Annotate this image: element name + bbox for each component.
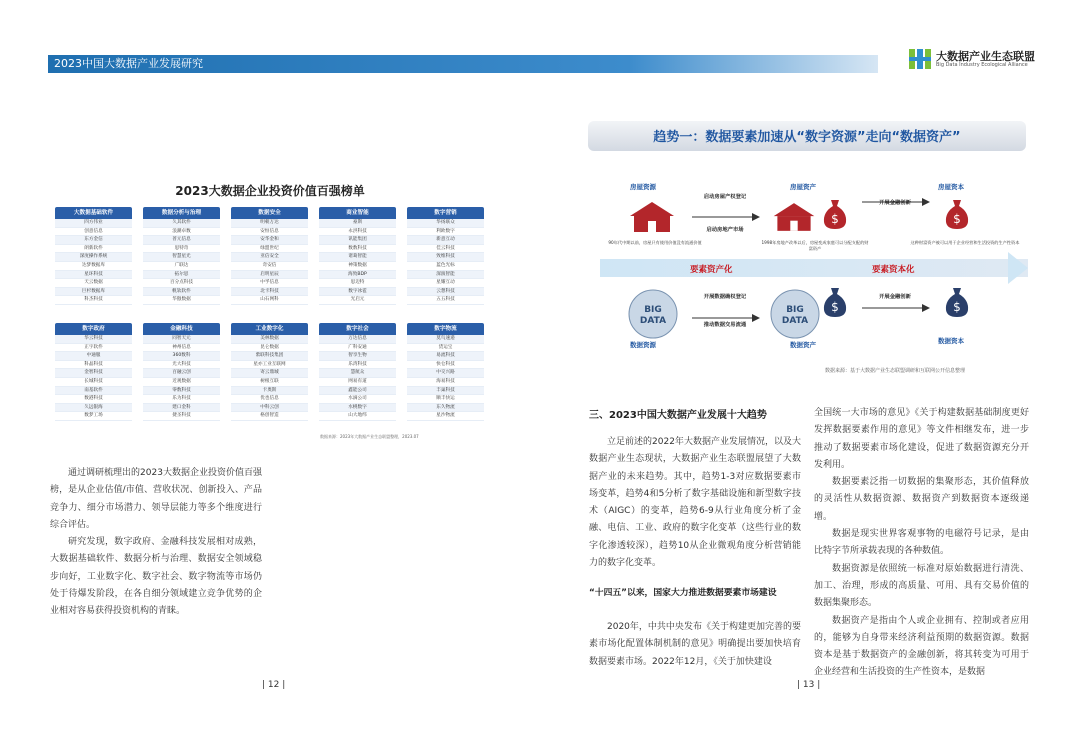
ranking-item: 永洪科技 xyxy=(319,228,396,237)
big-data-globe-icon xyxy=(768,288,822,340)
ranking-category-header: 商业智能 xyxy=(319,207,396,219)
page-number-right: | 13 | xyxy=(797,680,821,690)
asset-diagram xyxy=(590,170,1030,375)
middle-body-text-2 xyxy=(589,619,801,671)
arrow-label-data-registration: 开展数据确权登记 xyxy=(703,294,747,300)
ranking-list xyxy=(407,219,484,305)
logo-text-en: Big Data Industry Ecological Alliance xyxy=(936,62,1028,68)
ranking-item: 丰巢科技 xyxy=(407,387,484,396)
ranking-item: 水桃数字 xyxy=(319,404,396,413)
band-label-capitalization: 要素资本化 xyxy=(872,265,915,275)
document-title: 2023中国大数据产业发展研究 xyxy=(54,57,203,70)
ranking-item: 明朝万达 xyxy=(231,219,308,228)
ranking-item: 思迈特 xyxy=(319,279,396,288)
ranking-item: 东久物流 xyxy=(407,404,484,413)
ranking-item: 华扬联众 xyxy=(407,219,484,228)
money-bag-icon xyxy=(944,284,970,318)
ranking-item: 卡奥斯 xyxy=(231,387,308,396)
paragraph: 2020年，中共中央发布《关于构建更加完善的要素市场化配置体制机制的意见》明确提出要加快培育数据要素市场。2022年12月，《关于加快建设 xyxy=(589,622,801,667)
ranking-item: 利欧数字 xyxy=(407,228,484,237)
ranking-item: 优也信息 xyxy=(231,395,308,404)
ranking-item: 中孚信息 xyxy=(231,279,308,288)
money-bag-icon xyxy=(944,196,970,230)
ranking-list xyxy=(55,219,132,305)
ranking-item: 神策数据 xyxy=(319,262,396,271)
paragraph: 全国统一大市场的意见》《关于构建数据基础制度更好发挥数据要素作用的意见》等文件相继发布，进一步推动了数据要素市场化建设，促进了数据资源充分开发利用。 xyxy=(814,408,1029,470)
ranking-item: 格创智造 xyxy=(231,412,308,421)
ranking-item: 安恒信息 xyxy=(231,228,308,237)
big-data-globe-icon xyxy=(626,288,680,340)
ranking-item: 中交兴路 xyxy=(407,369,484,378)
ranking-item: 巨杉数据库 xyxy=(55,288,132,297)
ranking-item: 朗新软件 xyxy=(55,245,132,254)
ranking-item: 启明星辰 xyxy=(231,271,308,280)
ranking-item: 中通服 xyxy=(55,352,132,361)
middle-body-text xyxy=(589,434,801,572)
ranking-item: 深演智能 xyxy=(407,271,484,280)
ranking-item: 360数科 xyxy=(143,352,220,361)
ranking-item: 货运宝 xyxy=(407,344,484,353)
ranking-category-header: 工业数字化 xyxy=(231,323,308,335)
ranking-item: 水滴公司 xyxy=(319,395,396,404)
ranking-item: 数梦工场 xyxy=(55,412,132,421)
ranking-item: 浪潮卓数 xyxy=(143,228,220,237)
ranking-item: 中科云创 xyxy=(231,404,308,413)
ranking-list xyxy=(143,335,220,421)
ranking-item: 佳云科技 xyxy=(407,245,484,254)
ranking-item: 神州信息 xyxy=(143,344,220,353)
ranking-item: 百融云创 xyxy=(143,369,220,378)
band-label-assetization: 要素资产化 xyxy=(690,265,733,275)
ranking-item: 安华金和 xyxy=(231,236,308,245)
ranking-list xyxy=(55,335,132,421)
page-number-left: | 12 | xyxy=(262,680,286,690)
arrow-label-financial-innovation: 开展金融创新 xyxy=(879,200,911,206)
ranking-item: 广联达 xyxy=(143,262,220,271)
ranking-item: 慧航众 xyxy=(319,369,396,378)
ranking-item: 捷圣科技 xyxy=(143,412,220,421)
ranking-item: 海致BDP xyxy=(319,271,396,280)
ranking-category-header: 大数据基础软件 xyxy=(55,207,132,219)
ranking-item: 乐为科技 xyxy=(143,395,220,404)
money-bag-icon xyxy=(822,196,848,230)
arrow-label-financial-innovation-2: 开展金融创新 xyxy=(879,294,911,300)
transition-band xyxy=(600,259,1028,277)
ranking-item: 莫鸟速递 xyxy=(407,335,484,344)
ranking-item: 万达信息 xyxy=(319,335,396,344)
subsection-title: “十四五”以来，国家大力推进数据要素市场建设 xyxy=(589,588,777,598)
label-house-asset: 房屋资产 xyxy=(790,183,816,191)
ranking-list xyxy=(319,335,396,421)
ranking-category-header: 数字政府 xyxy=(55,323,132,335)
paragraph: 通过调研梳理出的2023大数据企业投资价值百强榜，是从企业估值/市值、营收状况、创新投入、产品竞争力、细分市场潜力、领导层能力等多个维度进行综合评估。 xyxy=(50,468,262,530)
ranking-item: 美林数据 xyxy=(231,335,308,344)
arrow-label-property-market: 启动房地产市场 xyxy=(706,227,744,233)
band-arrow-icon xyxy=(1008,252,1028,284)
ranking-item: 零数科技 xyxy=(143,387,220,396)
ranking-source: 数据来源：2023年大数据产业生态联盟整理，2023.07 xyxy=(320,434,419,439)
ranking-list xyxy=(143,219,220,305)
ranking-item: 乐湾科技 xyxy=(319,361,396,370)
paragraph: 研究发现，数字政府、金融科技发展相对成熟，大数据基础软件、数据分析与治理、数据安全领域稳步向好，工业数字化、数字社会、数字物流等市场仍处于待爆发阶段，在各自细分领域建立竞争优势的企业相对容易获得投资机构的青睐。 xyxy=(50,537,262,617)
arrow-icon xyxy=(860,298,930,318)
paragraph: 数据要素泛指一切数据的集聚形态，其价值释放的灵活性从数据资源、数据资产到数据资本逐级递增。 xyxy=(814,477,1029,522)
ranking-item: 达梦数据库 xyxy=(55,262,132,271)
ranking-category-header: 数据分析与治理 xyxy=(143,207,220,219)
alliance-logo xyxy=(908,46,1038,74)
ranking-category-header: 数字物流 xyxy=(407,323,484,335)
section-title: 三、2023中国大数据产业发展十大趋势 xyxy=(589,410,767,421)
money-bag-icon xyxy=(822,284,848,318)
ranking-category xyxy=(231,207,308,305)
ranking-list xyxy=(231,219,308,305)
ranking-item: 久其软件 xyxy=(143,219,220,228)
ranking-item: 星环科技 xyxy=(55,271,132,280)
ranking-item: 科杰科技 xyxy=(55,296,132,305)
ranking-item: 建口金科 xyxy=(143,404,220,413)
diagram-source: 数据来源：基于大数据产业生态联盟调研和互联网公开信息整理 xyxy=(825,368,966,374)
ranking-item: 山大地纬 xyxy=(319,412,396,421)
ranking-item: 紫联科技集团 xyxy=(231,352,308,361)
ranking-item: 绿盟世纪 xyxy=(231,245,308,254)
arrow-label-property-registration: 启动房屋产权登记 xyxy=(703,194,747,200)
svg-text:DATA: DATA xyxy=(781,316,809,326)
note-house-resource: 90年代中期以前，房屋只有使用价值没有流通价值 xyxy=(608,240,702,245)
ranking-item: 近观数据 xyxy=(143,378,220,387)
ranking-item: 讯能集团 xyxy=(319,236,396,245)
ranking-item: 东方金信 xyxy=(55,236,132,245)
ranking-item: 广科安通 xyxy=(319,344,396,353)
arrow-label-data-trading: 推动数据交易流通 xyxy=(703,322,747,328)
ranking-item: 星亦工业互联网 xyxy=(231,361,308,370)
ranking-list xyxy=(231,335,308,421)
ranking-category xyxy=(407,207,484,305)
svg-text:$: $ xyxy=(831,300,839,314)
ranking-item: 深度操作系统 xyxy=(55,253,132,262)
note-house-capital: 这种财富资产被可以用于企业经营和生活投资的生产性资本 xyxy=(910,240,1020,245)
svg-text:BIG: BIG xyxy=(786,305,804,315)
ranking-list xyxy=(319,219,396,305)
ranking-item: 金智科技 xyxy=(55,369,132,378)
ranking-item: 拓尔思 xyxy=(143,271,220,280)
paragraph: 数据是现实世界客观事物的电磁符号记录，是由比特字节所承载表现的各种数值。 xyxy=(814,529,1029,557)
ranking-category xyxy=(143,323,220,421)
left-body-text xyxy=(50,465,262,621)
logo-mark-icon xyxy=(908,46,932,72)
ranking-item: 昆仑数据 xyxy=(231,344,308,353)
ranking-item: 智享生物 xyxy=(319,352,396,361)
ranking-item: 光启元 xyxy=(319,296,396,305)
label-house-resource: 房屋资源 xyxy=(630,183,656,191)
svg-text:$: $ xyxy=(831,212,839,226)
ranking-category xyxy=(319,323,396,421)
trend-title: 趋势一：数据要素加速从“数字资源”走向“数据资产” xyxy=(653,130,961,145)
ranking-item: 普元信息 xyxy=(143,236,220,245)
ranking-item: 同智天元 xyxy=(143,335,220,344)
ranking-item: 五五科技 xyxy=(407,296,484,305)
ranking-item: 诸葛智能 xyxy=(319,253,396,262)
ranking-item: 亚信安全 xyxy=(231,253,308,262)
paragraph: 数据资产是指由个人或企业拥有、控制或者应用的，能够为自身带来经济利益预期的数据资源。数据资本是基于数据资产的金融创新，将其转变为可用于企业经营和生活投资的生产性资本，是数据 xyxy=(814,615,1029,678)
ranking-item: 网易有道 xyxy=(319,378,396,387)
ranking-item: 星耀互动 xyxy=(407,279,484,288)
ranking-item: 久远银海 xyxy=(55,404,132,413)
ranking-category xyxy=(407,323,484,421)
ranking-item: 思特奇 xyxy=(143,245,220,254)
ranking-item: 快仓科技 xyxy=(407,361,484,370)
label-house-capital: 房屋资本 xyxy=(938,183,964,191)
ranking-item: 山石网科 xyxy=(231,296,308,305)
ranking-category-header: 数字营销 xyxy=(407,207,484,219)
label-data-resource: 数据资源 xyxy=(630,341,656,349)
svg-text:$: $ xyxy=(953,212,961,226)
label-data-capital: 数据资本 xyxy=(938,337,964,345)
ranking-item: 蓝色光标 xyxy=(407,262,484,271)
ranking-item: 华傲数据 xyxy=(143,296,220,305)
ranking-title: 2023大数据企业投资价值百强榜单 xyxy=(175,184,365,198)
ranking-item: 寄云鼎城 xyxy=(231,369,308,378)
ranking-item: 华云科技 xyxy=(55,335,132,344)
label-data-asset: 数据资产 xyxy=(790,341,816,349)
ranking-item: 易流科技 xyxy=(407,352,484,361)
ranking-item: 南基软件 xyxy=(55,387,132,396)
paragraph: 立足前述的2022年大数据产业发展情况，以及大数据产业生态现状，大数据产业生态联盟展望了大数据产业的未来趋势。其中，趋势1-3对应数据要素市场变革，趋势4和5分析了数字基础设施和新型数字技术（AIGC）的变革，趋势6-9从行业角度分析了金融、电信、工业、政府的数字化变革（这些行业的数字化渗透较深），趋势10从企业微观角度分析营销能力的数字化变革。 xyxy=(589,437,801,569)
ranking-item: 光大科技 xyxy=(143,361,220,370)
ranking-category-header: 数字社会 xyxy=(319,323,396,335)
ranking-item: 数港科技 xyxy=(55,395,132,404)
ranking-category xyxy=(55,207,132,305)
ranking-item: 新意互动 xyxy=(407,236,484,245)
ranking-item: 云想科技 xyxy=(407,288,484,297)
svg-text:DATA: DATA xyxy=(639,316,667,326)
page-number-right-value: 13 xyxy=(802,680,815,690)
ranking-item: 顺丰快运 xyxy=(407,395,484,404)
ranking-item: 帆软软件 xyxy=(143,288,220,297)
svg-text:$: $ xyxy=(953,300,961,314)
ranking-item: 致维科技 xyxy=(407,253,484,262)
ranking-category-header: 数据安全 xyxy=(231,207,308,219)
paragraph: 数据资源是依照统一标准对原始数据进行清洗、加工、治理，形成的高质量、可用、具有交易价值的数据集聚形态。 xyxy=(814,563,1029,609)
ranking-category xyxy=(55,323,132,421)
ranking-item: 创意信息 xyxy=(55,228,132,237)
ranking-category-header: 金融科技 xyxy=(143,323,220,335)
ranking-item: 百分点科技 xyxy=(143,279,220,288)
ranking-item: 树根互联 xyxy=(231,378,308,387)
logo-text-cn: 大数据产业生态联盟 xyxy=(936,50,1035,63)
page-number-left-value: 12 xyxy=(267,680,280,690)
ranking-item: 数字冰雹 xyxy=(319,288,396,297)
ranking-item: 天云数据 xyxy=(55,279,132,288)
ranking-item: 科晶科技 xyxy=(55,361,132,370)
ranking-item: 豪斯 xyxy=(319,219,396,228)
ranking-category xyxy=(143,207,220,305)
arrow-icon xyxy=(690,298,760,338)
ranking-list xyxy=(407,335,484,421)
svg-text:BIG: BIG xyxy=(644,305,662,315)
ranking-item: 奇安信 xyxy=(231,262,308,271)
ranking-item: 北卡科技 xyxy=(231,288,308,297)
right-body-text xyxy=(814,405,1029,682)
ranking-category xyxy=(231,323,308,421)
ranking-item: 星沙物流 xyxy=(407,412,484,421)
ranking-item: 四方伟业 xyxy=(55,219,132,228)
ranking-item: 数数科技 xyxy=(319,245,396,254)
note-house-asset: 1998年房地产改革以后，房屋变成家庭可以分配支配的财富资产 xyxy=(761,240,869,251)
ranking-category xyxy=(319,207,396,305)
ranking-item: 海易科技 xyxy=(407,378,484,387)
ranking-item: 智慧星光 xyxy=(143,253,220,262)
house-icon xyxy=(626,200,678,234)
house-icon xyxy=(770,200,818,234)
ranking-item: 鑫能公司 xyxy=(319,387,396,396)
ranking-item: 正宇软件 xyxy=(55,344,132,353)
ranking-item: 长城科技 xyxy=(55,378,132,387)
